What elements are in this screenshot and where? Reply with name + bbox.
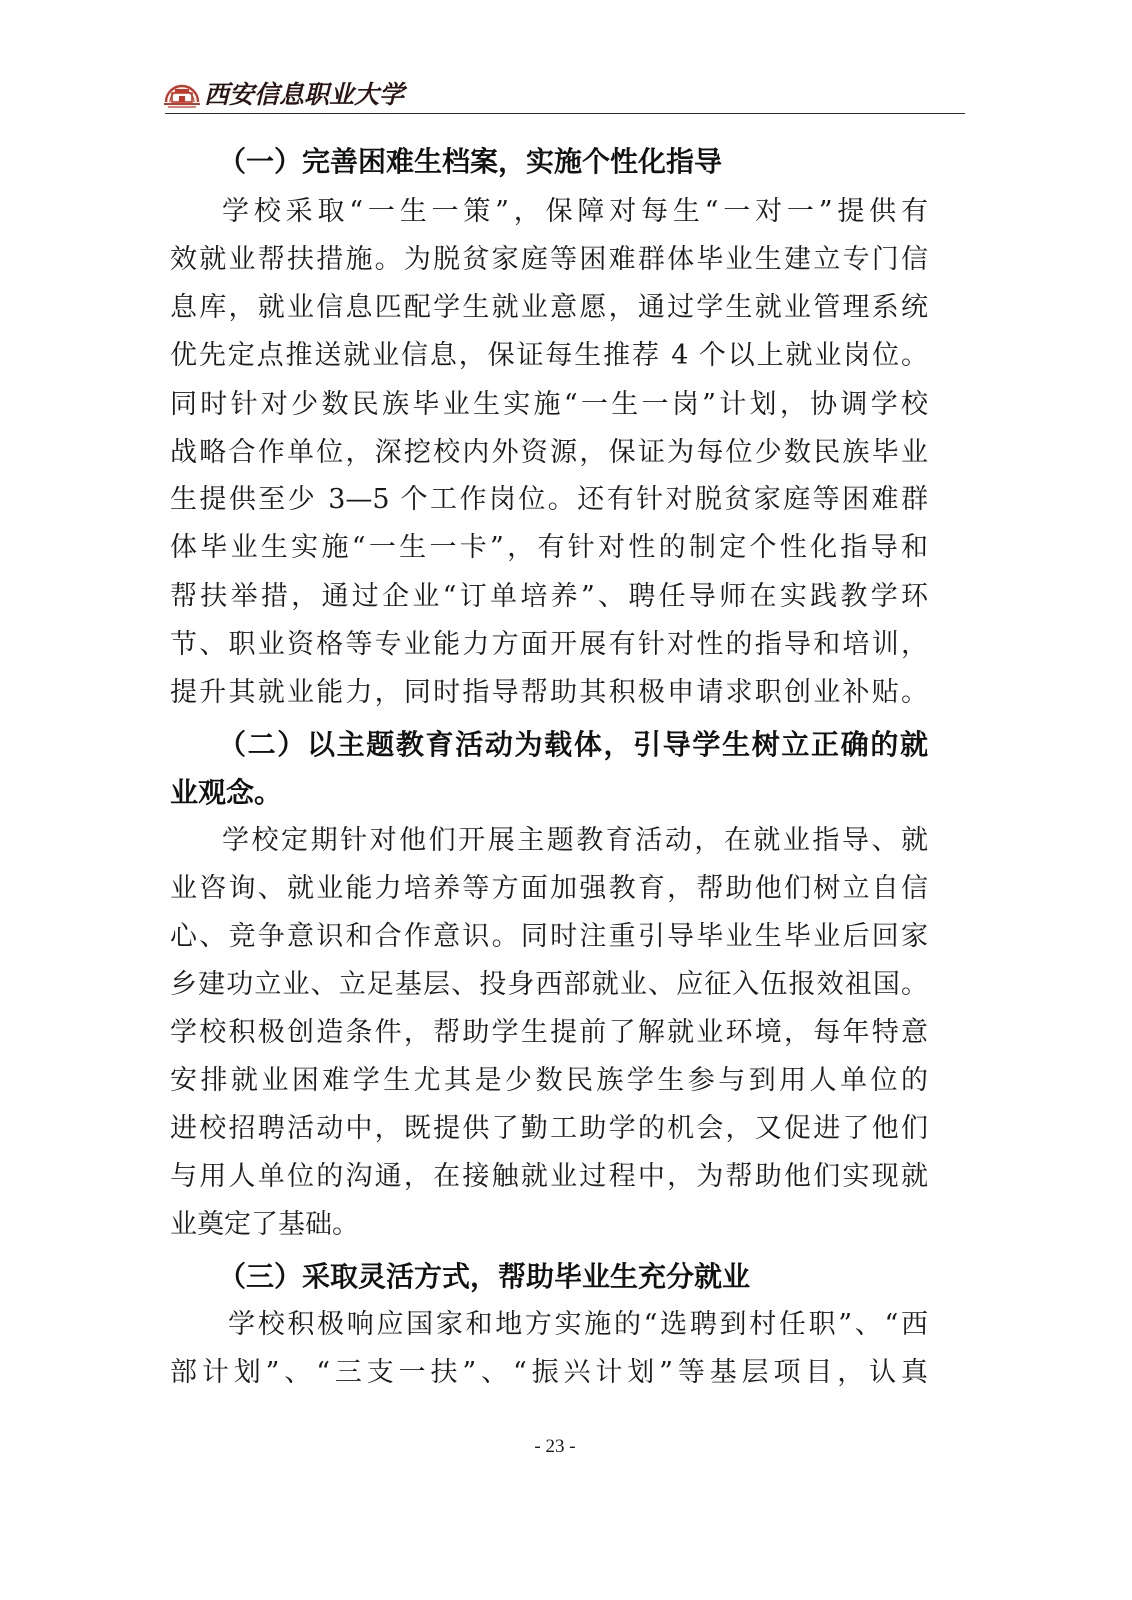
paragraph-line: 安排就业困难学生尤其是少数民族学生参与到用人单位的 [170, 1065, 928, 1096]
paragraph-line: 生提供至少 3—5 个工作岗位。还有针对脱贫家庭等困难群 [170, 484, 928, 515]
section-heading: （三）采取灵活方式，帮助毕业生充分就业 [218, 1260, 751, 1293]
paragraph-line: 心、竞争意识和合作意识。同时注重引导毕业生毕业后回家 [170, 921, 928, 952]
university-logo-text: 西安信息职业大学 [204, 80, 405, 109]
paragraph-line: 节、职业资格等专业能力方面开展有针对性的指导和培训， [170, 629, 928, 660]
paragraph-line: 效就业帮扶措施。为脱贫家庭等困难群体毕业生建立专门信 [170, 244, 928, 275]
page-number: - 23 - [534, 1436, 576, 1457]
header-divider [165, 113, 965, 114]
paragraph-line: 学校积极响应国家和地方实施的“选聘到村任职”、“西 [228, 1309, 928, 1340]
paragraph-line: 帮扶举措，通过企业“订单培养”、聘任导师在实践教学环 [170, 581, 928, 612]
paragraph-line: 学校积极创造条件，帮助学生提前了解就业环境，每年特意 [170, 1017, 928, 1048]
paragraph-line: 战略合作单位，深挖校内外资源，保证为每位少数民族毕业 [170, 437, 928, 468]
section-heading: （一）完善困难生档案，实施个性化指导 [218, 145, 723, 178]
section-heading-continued: 业观念。 [170, 776, 283, 809]
paragraph-line: 学校采取“一生一策”，保障对每生“一对一”提供有 [222, 196, 928, 227]
paragraph-line: 乡建功立业、立足基层、投身西部就业、应征入伍报效祖国。 [170, 969, 928, 1000]
paragraph-line: 学校定期针对他们开展主题教育活动，在就业指导、就 [222, 825, 928, 856]
paragraph-line: 部计划”、“三支一扶”、“振兴计划”等基层项目，认真 [170, 1357, 928, 1388]
paragraph-line: 提升其就业能力，同时指导帮助其积极申请求职创业补贴。 [170, 677, 928, 708]
paragraph-line: 息库，就业信息匹配学生就业意愿，通过学生就业管理系统 [170, 292, 928, 323]
paragraph-line: 优先定点推送就业信息，保证每生推荐 4 个以上就业岗位。 [170, 340, 928, 371]
paragraph-line: 体毕业生实施“一生一卡”，有针对性的制定个性化指导和 [170, 532, 928, 563]
section-heading: （二）以主题教育活动为载体，引导学生树立正确的就 [218, 728, 928, 761]
paragraph-line: 业咨询、就业能力培养等方面加强教育，帮助他们树立自信 [170, 873, 928, 904]
university-emblem-icon [162, 78, 202, 110]
paragraph-line: 与用人单位的沟通，在接触就业过程中，为帮助他们实现就 [170, 1161, 928, 1192]
paragraph-line: 业奠定了基础。 [170, 1209, 359, 1240]
paragraph-line: 同时针对少数民族毕业生实施“一生一岗”计划，协调学校 [170, 389, 928, 420]
paragraph-line: 进校招聘活动中，既提供了勤工助学的机会，又促进了他们 [170, 1113, 928, 1144]
